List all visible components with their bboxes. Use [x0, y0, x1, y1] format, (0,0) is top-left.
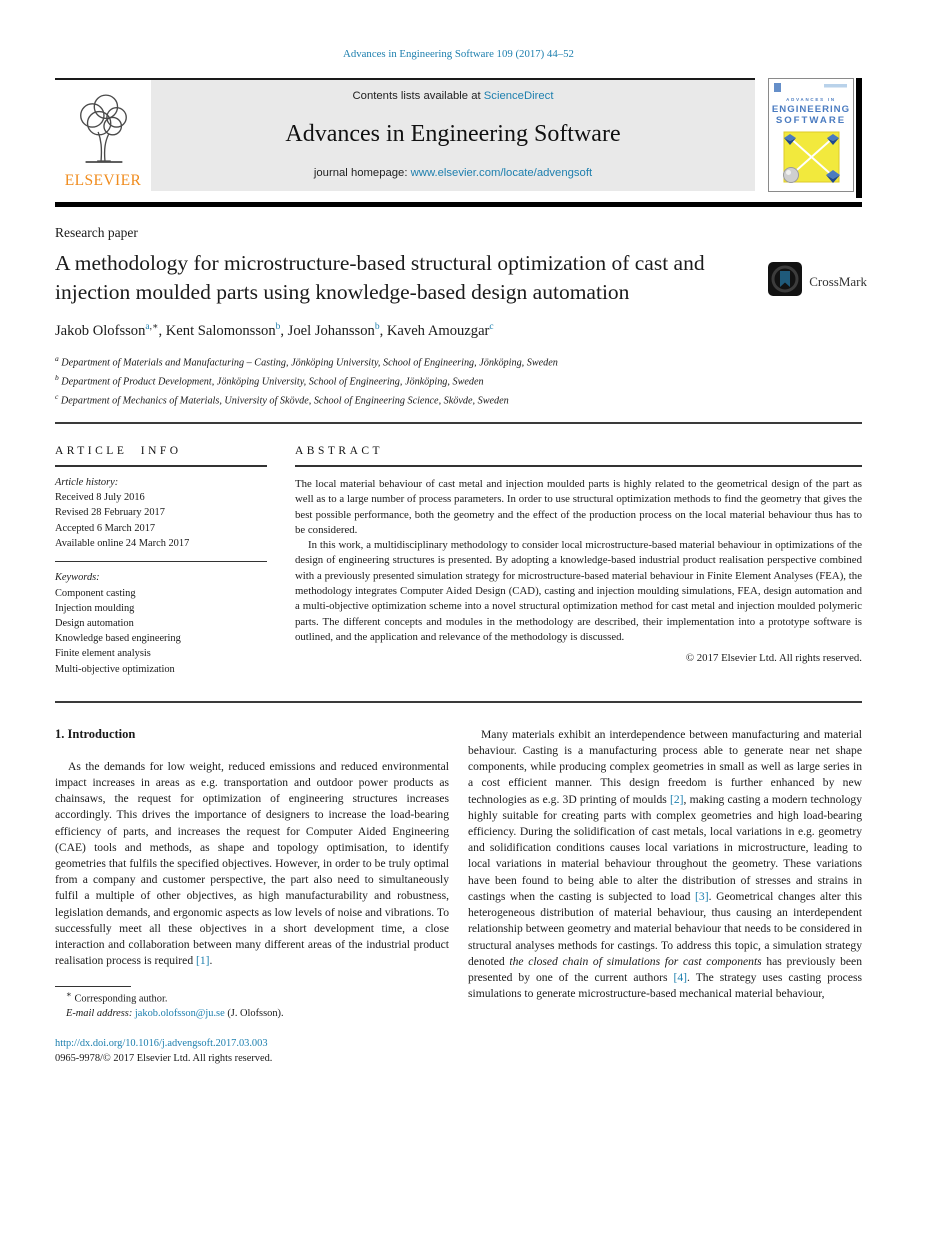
cover-right-bar [856, 78, 862, 198]
keywords [55, 570, 281, 676]
masthead-banner-area [55, 78, 755, 191]
keyword: Component casting [55, 587, 136, 599]
citation-ref-2[interactable]: [2] [669, 792, 684, 806]
page-footer [55, 1037, 862, 1067]
article-type: Research paper [55, 225, 138, 240]
history-item: Accepted 6 March 2017 [55, 522, 156, 534]
author: , Joel Johansson$^b$ [280, 322, 380, 339]
header-thick-rule [55, 202, 862, 207]
abstract-column [295, 445, 862, 676]
sciencedirect-link[interactable]: ScienceDirect [483, 90, 554, 102]
history-label: Article history: [55, 476, 119, 488]
article-title: A methodology for microstructure-based structural optimization of cast and injection moulded parts using knowledge-based design automation [55, 251, 705, 304]
elsevier-tree-icon [72, 93, 134, 172]
copyright-line: © 2017 Elsevier Ltd. All rights reserved. [685, 652, 862, 665]
affiliation: $^b$ Department of Product Development, Jönköping University, School of Engineering, Jönköping, Sweden [55, 373, 484, 388]
body-paragraph: As the demands for low weight, reduced emissions and reduced environmental impact increases in areas as e.g. transportation and outdoor power products as chainsaws, the request for optimization of engineering structures increases accordingly. This drives the importance of designers to increase the load-bearing efficiency of parts, and increases the request for Computer Aided Engineering (CAE) tools and methods, as shape and topology optimisation, to identify geometries that fulfils the specified objectives. However, in order to be truly optimal from a company and customer perspective, the part also need to simultaneously fulfil a multiple of other objectives, as high manufacturability and robustness, legislation demands, and ergonomic aspects as low levels of noise and vibrations. To successfully meet all these objectives in a short development time, a close interaction and collaboration between many different areas of the industrial product realisation process is required [1]. [55, 759, 449, 968]
abstract-paragraph: The local material behaviour of cast metal and injection moulded parts is highly related to the geometrical design of the part as well as to a large number of process parameters. In order to use structural optimization methods to find the geometry that gives the best possible performance, both the geometry and the effect of the production process on the local material behaviour thus has to be considered. [295, 477, 862, 536]
crossmark-icon [768, 262, 802, 301]
citation-ref-4[interactable]: [4] [673, 970, 688, 984]
history-item: Available online 24 March 2017 [55, 537, 190, 549]
citation-ref-3[interactable]: [3] [695, 889, 709, 903]
elsevier-wordmark: ELSEVIER [64, 172, 142, 189]
keyword: Knowledge based engineering [55, 633, 181, 645]
journal-title: Advances in Engineering Software [285, 121, 621, 147]
svg-text:ENGINEERING: ENGINEERING [771, 104, 851, 115]
affiliation: $^a$ Department of Materials and Manufacturing – Casting, Jönköping University, School of Engineering, Jönköping, Sweden [55, 353, 558, 369]
citation-ref-1[interactable]: [1] [196, 954, 210, 968]
keyword: Design automation [55, 618, 134, 630]
crossmark-label: CrossMark [809, 273, 867, 289]
journal-citation[interactable]: Advances in Engineering Software 109 (2017) 44–52 [343, 48, 574, 60]
doi-link[interactable]: http://dx.doi.org/10.1016/j.advengsoft.2017.03.003 [55, 1038, 268, 1050]
elsevier-logo [55, 80, 151, 191]
history-item: Received 8 July 2016 [55, 492, 145, 504]
masthead [55, 78, 862, 198]
journal-banner [151, 80, 755, 191]
divider-rule [55, 701, 862, 703]
homepage-label: journal homepage: [313, 167, 408, 179]
left-column [55, 727, 449, 1021]
svg-text:ADVANCES IN: ADVANCES IN [786, 97, 836, 102]
author: Jakob Olofsson$^{a,∗}$ [55, 322, 159, 339]
history-item: Revised 28 February 2017 [55, 507, 165, 519]
keyword: Multi-objective optimization [55, 663, 175, 675]
author: , Kaveh Amouzgar$^c$ [379, 322, 494, 339]
keyword: Injection moulding [55, 602, 135, 614]
cover-graphic [769, 79, 853, 191]
article-info-heading: ARTICLE INFO [55, 445, 182, 458]
email-note: E-mail address: jakob.olofsson@ju.se (J. Olofsson). [66, 1007, 284, 1019]
keyword: Finite element analysis [55, 648, 151, 660]
abstract-paragraph: In this work, a multidisciplinary methodology to consider local microstructure-based material behaviour in optimizations of the design of engineering structures is presented. By adopting a knowledge-based industrial product realisation perspective combined with a previously presented simulation strategy for microstructure-based material behaviour in Finite Element Analyses (FEA), the methodology integrates Computer Aided Design (CAD), casting and injection moulding simulations, FEA, design automation and a multi-objective optimization scheme into a novel structural optimization method for cast metal and injection moulded polymeric parts. The different concepts and modules in the methodology are described, their implementation into a prototype software is outlined, and the application and relevance of the methodology is discussed. [295, 539, 862, 643]
section-heading-introduction: 1. Introduction [55, 726, 136, 741]
info-abstract-block [55, 424, 862, 676]
crossmark-badge[interactable] [768, 262, 867, 301]
affiliation: $^c$ Department of Mechanics of Materials, University of Skövde, School of Engineering Science, Skövde, Sweden [55, 392, 509, 407]
svg-text:SOFTWARE: SOFTWARE [775, 115, 847, 126]
article-info-column [55, 445, 295, 676]
email-link[interactable]: jakob.olofsson@ju.se [134, 1007, 225, 1019]
body-paragraph: Many materials exhibit an interdependence between manufacturing and material behaviour. Casting is a manufacturing process able to generate near net shape components, while producing complex geometries in small as well as large series in a cost efficient manner. This design freedom is further enhanced by new technologies as e.g. 3D printing of moulds [2], making casting a modern technology highly suitable for creating parts with complex geometries and high load-bearing efficiency. During the solidification of cast metals, local variations in e.g. geometry and solidification conditions causes local variations in microstructure, leading to local variations in material behaviour throughout the geometry. These variations have been found to being able to alter the distribution of stresses and strains in castings when the casting is subjected to load [3]. Geometrical changes alter this heterogeneous distribution of material behaviour, thus causing an interdependent relationship between geometry and material behaviour that needs to be considered in structural analyses methods for castings. To address this topic, a simulation strategy denoted the closed chain of simulations for cast components has previously been presented by one of the current authors [4]. The strategy uses casting process simulations to generate microstructure-based mechanical material behaviour, [468, 727, 862, 1001]
abstract-heading: ABSTRACT [295, 445, 384, 458]
rule [55, 465, 267, 467]
author: , Kent Salomonsson$^b$ [158, 322, 281, 339]
corresponding-author-note: ∗ Corresponding author. [66, 988, 168, 1004]
footnote [55, 986, 449, 1022]
homepage-url-link[interactable]: www.elsevier.com/locate/advengsoft [410, 167, 593, 179]
issn-copyright-line: 0965-9978/© 2017 Elsevier Ltd. All rights reserved. [55, 1052, 273, 1064]
rule [55, 561, 267, 563]
author-list [55, 321, 862, 340]
contents-line [353, 90, 554, 102]
right-column [468, 727, 862, 1021]
keywords-label: Keywords: [55, 572, 100, 584]
cover-image [768, 78, 854, 192]
journal-cover [768, 78, 862, 198]
article-history [55, 475, 281, 551]
homepage-line [314, 167, 592, 179]
body-columns [55, 727, 862, 1021]
contents-prefix: Contents lists available at [352, 90, 481, 102]
rule [295, 465, 862, 467]
affiliations [55, 352, 862, 410]
